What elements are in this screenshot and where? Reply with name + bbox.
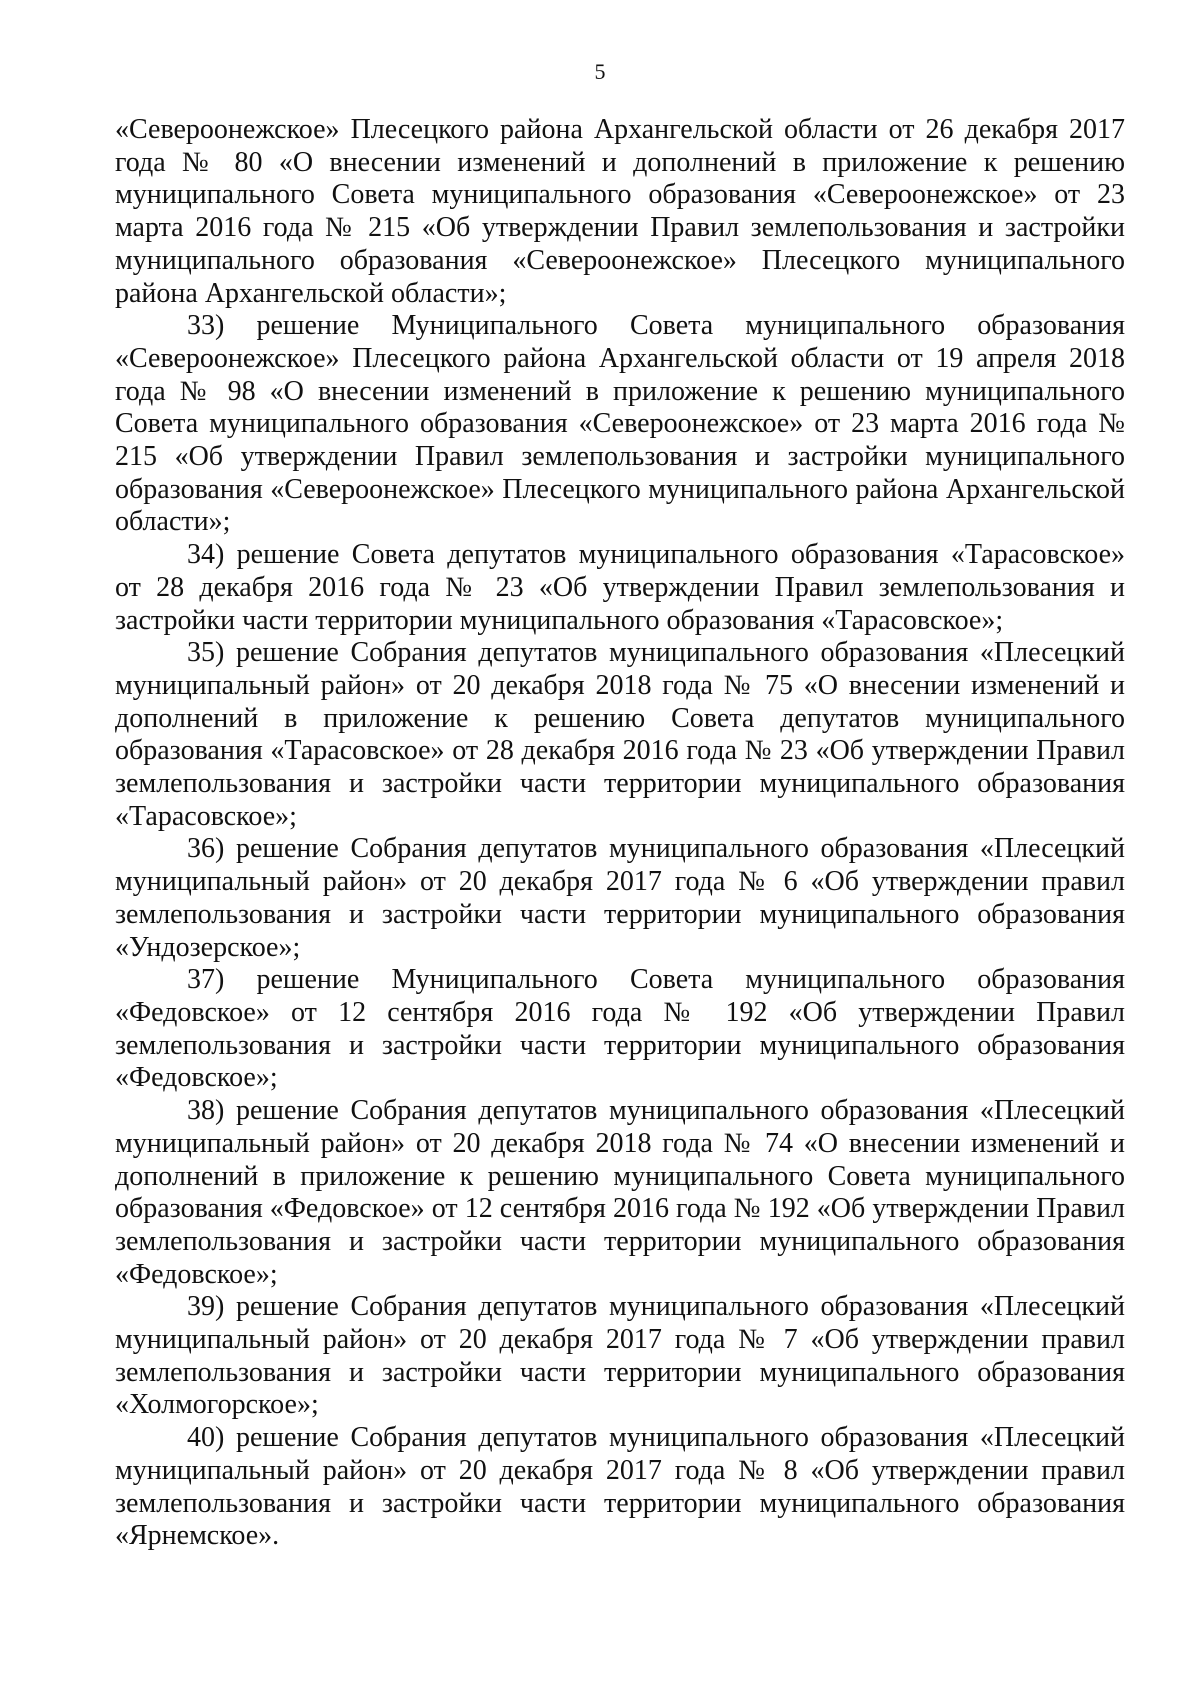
list-item-36: 36) решение Собрания депутатов муниципального образования «Плесецкий муниципальный район» от 20 декабря 2017 года № 6 «Об утверждении правил землепользования и застройки части территории муниципального образования «Ундозерское»; (115, 833, 1125, 963)
document-body (115, 114, 1125, 1553)
list-item-35: 35) решение Собрания депутатов муниципального образования «Плесецкий муниципальный район» от 20 декабря 2018 года № 75 «О внесении изменений и дополнений в приложение к решению Совета депутатов муниципального образования «Тарасовское» от 28 декабря 2016 года № 23 «Об утверждении Правил землепользования и застройки части территории муниципального образования «Тарасовское»; (115, 637, 1125, 832)
page-number: 5 (594, 59, 606, 84)
list-item-39: 39) решение Собрания депутатов муниципального образования «Плесецкий муниципальный район» от 20 декабря 2017 года № 7 «Об утверждении правил землепользования и застройки части территории муниципального образования «Холмогорское»; (115, 1291, 1125, 1421)
list-item-37: 37) решение Муниципального Совета муниципального образования «Федовское» от 12 сентября 2016 года № 192 «Об утверждении Правил землепользования и застройки части территории муниципального образования «Федовское»; (115, 964, 1125, 1094)
paragraph-continuation: «Североонежское» Плесецкого района Архангельской области от 26 декабря 2017 года № 80 «О внесении изменений и дополнений в приложение к решению муниципального Совета муниципального образования «Североонежское» от 23 марта 2016 года № 215 «Об утверждении Правил землепользования и застройки муниципального образования «Североонежское» Плесецкого муниципального района Архангельской области»; (115, 114, 1125, 309)
list-item-40: 40) решение Собрания депутатов муниципального образования «Плесецкий муниципальный район» от 20 декабря 2017 года № 8 «Об утверждении правил землепользования и застройки части территории муниципального образования «Ярнемское». (115, 1422, 1125, 1552)
list-item-34: 34) решение Совета депутатов муниципального образования «Тарасовское» от 28 декабря 2016 года № 23 «Об утверждении Правил землепользования и застройки части территории муниципального образования «Тарасовское»; (115, 539, 1125, 636)
list-item-33: 33) решение Муниципального Совета муниципального образования «Североонежское» Плесецкого района Архангельской области от 19 апреля 2018 года № 98 «О внесении изменений в приложение к решению муниципального Совета муниципального образования «Североонежское» от 23 марта 2016 года № 215 «Об утверждении Правил землепользования и застройки муниципального образования «Североонежское» Плесецкого муниципального района Архангельской области»; (115, 310, 1125, 538)
list-item-38: 38) решение Собрания депутатов муниципального образования «Плесецкий муниципальный район» от 20 декабря 2018 года № 74 «О внесении изменений и дополнений в приложение к решению муниципального Совета муниципального образования «Федовское» от 12 сентября 2016 года № 192 «Об утверждении Правил землепользования и застройки части территории муниципального образования «Федовское»; (115, 1095, 1125, 1290)
